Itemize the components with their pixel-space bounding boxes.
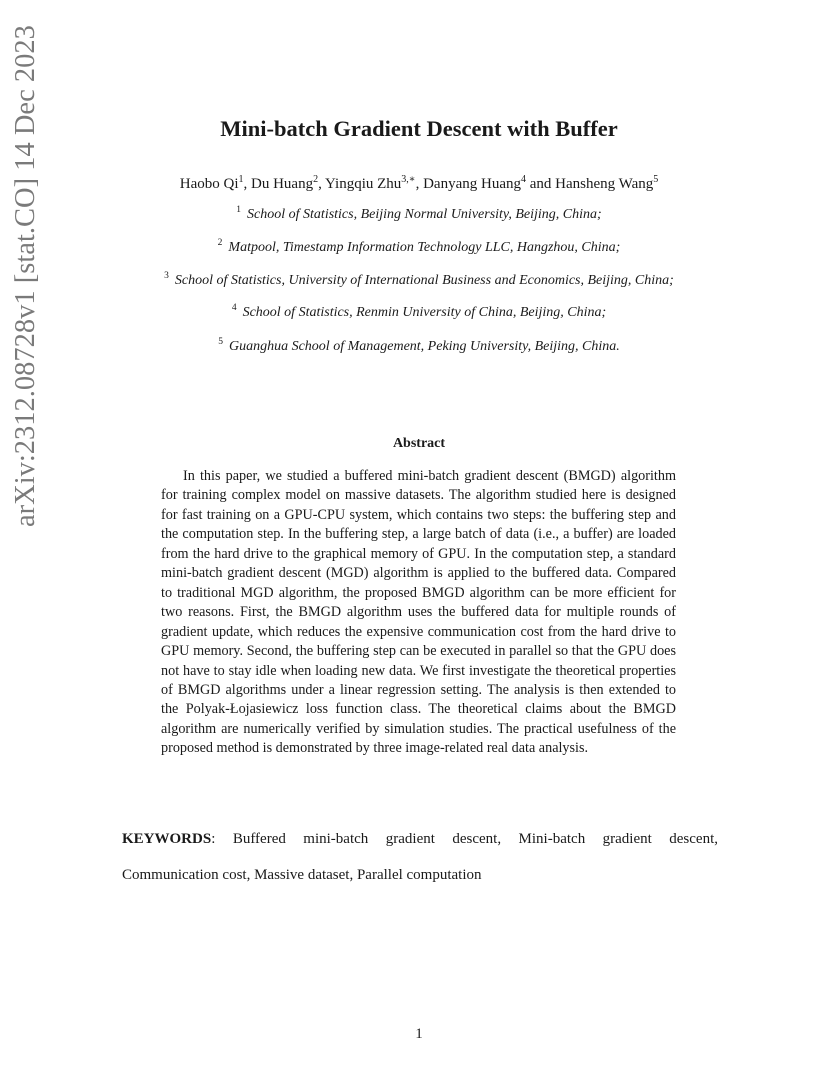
affiliation-text: Matpool, Timestamp Information Technology LLC, Hangzhou, China; [228,240,621,255]
abstract-heading: Abstract [392,436,446,451]
author: Danyang Huang$^4$ and [423,174,556,192]
author: Yingqiu Zhu$^{3,∗}$, [325,174,424,192]
affiliation-text: School of Statistics, Beijing Normal University, Beijing, China; [247,207,602,222]
arxiv-identifier-text: arXiv:2312.08728v1 [stat.CO] 14 Dec 2023 [10,25,41,527]
affiliation [0,305,828,321]
affiliation-number: 4 [231,303,237,313]
affiliation [0,273,828,289]
affiliation-text: Guanghua School of Management, Peking University, Beijing, China. [228,339,620,354]
affiliation-text: School of Statistics, Renmin University of China, Beijing, China; [242,305,607,320]
author-list [0,176,828,193]
author: Du Huang$^2$, [251,174,326,192]
affiliation-number: 3 [164,271,169,281]
paper-title: Mini-batch Gradient Descent with Buffer [220,116,618,141]
affiliation-text: School of Statistics, University of International Business and Economics, Beijing, China; [174,273,674,288]
abstract-body: In this paper, we studied a buffered mini-batch gradient descent (BMGD) algorithm for training complex model on massive datasets. The algorithm studied here is designed for fast training on a GPU-CPU system, which contains two steps: the buffering step and the computation step. In the buffering step, a large batch of data (i.e., a buffer) are loaded from the hard drive to the graphical memory of GPU. In the computation step, a standard mini-batch gradient descent (MGD) algorithm is applied to the buffered data. Compared to traditional MGD algorithm, the proposed BMGD algorithm can be more efficient for two reasons. First, the BMGD algorithm uses the buffered data for multiple rounds of gradient update, which reduces the expensive communication cost from the hard drive to GPU memory. Second, the buffering step can be executed in parallel so that the GPU does not have to stay idle when loading new data. We first investigate the theoretical properties of BMGD algorithms under a linear regression setting. The analysis is then extended to the Polyak-Łojasiewicz loss function class. The theoretical claims about the BMGD algorithm are numerically verified by simulation studies. The practical usefulness of the proposed method is demonstrated by three image-related real data analysis. [161,468,676,757]
keywords-label: KEYWORDS [122,831,212,847]
affiliation [0,339,828,355]
keywords [122,821,718,893]
affiliation-number: 5 [218,337,223,347]
author: Hansheng Wang$^5$ [555,174,659,192]
page-number: 1 [415,1026,423,1042]
affiliation [0,207,828,223]
author: Haobo Qi$^1$, [179,174,251,192]
affiliation [0,240,828,256]
keywords-text: : Buffered mini-batch gradient descent, Mini-batch gradient descent, Communication cost, Massive dataset, Parallel computation [122,831,718,883]
affiliation-number: 2 [217,238,223,248]
affiliation-number: 1 [236,205,242,215]
